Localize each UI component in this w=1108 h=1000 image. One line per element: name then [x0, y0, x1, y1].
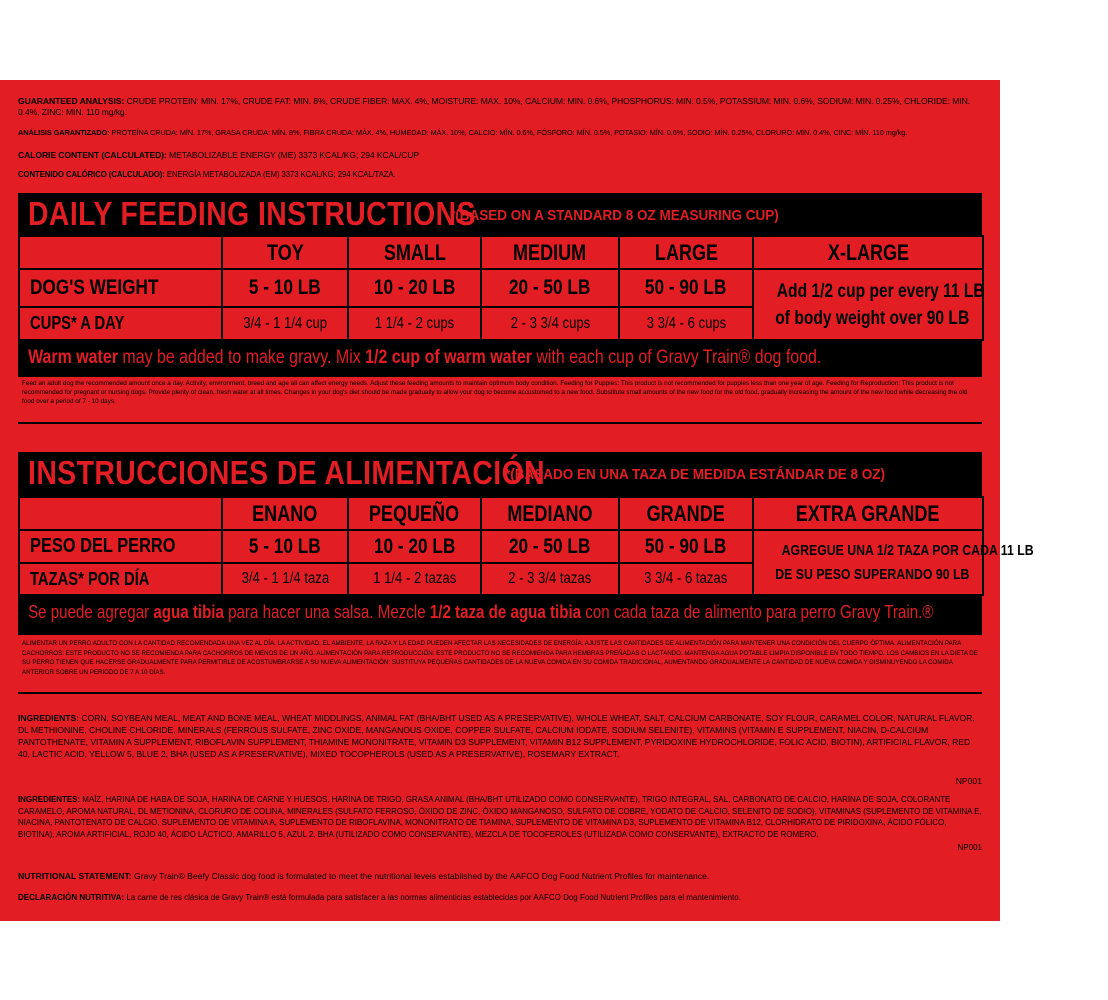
feeding-en-title: DAILY FEEDING INSTRUCTIONS	[28, 195, 476, 232]
feeding-instructions-es	[18, 452, 1034, 694]
peso-enano: 5 - 10 LB	[222, 530, 348, 563]
weight-large: 50 - 90 LB	[619, 269, 753, 307]
statement-en-text: Gravy Train® Beefy Classic dog food is formulated to meet the nutritional levels established by the AAFCO Dog Food Nutrient Profiles for maintenance.	[134, 871, 710, 881]
ingredients-es	[18, 794, 982, 840]
size-pequeno: PEQUEÑO	[348, 497, 481, 530]
nutritional-statement-en	[18, 871, 982, 882]
statement-es-label: DECLARACIÓN NUTRITIVA:	[18, 893, 125, 902]
warm-water-es: Se puede agregar agua tibia para hacer una salsa. Mezcle 1/2 taza de agua tibia con cada taza de alimento para perro Gravy Train.®	[28, 602, 934, 622]
weight-row-es	[19, 530, 983, 563]
peso-label: PESO DEL PERRO	[19, 530, 222, 563]
cups-label: CUPS* A DAY	[19, 307, 222, 340]
size-medium: MEDIUM	[481, 236, 619, 269]
peso-grande: 50 - 90 LB	[619, 530, 753, 563]
corner-cell	[19, 236, 222, 269]
feeding-es-fine-print: ALIMENTAR UN PERRO ADULTO CON LA CANTIDAD RECOMENDADA UNA VEZ AL DÍA. LA ACTIVIDAD, EL AMBIENTE, LA RAZA Y LA EDAD PUEDEN AFECTAR LAS NECESIDADES DE ENERGÍA. AJUSTE LAS CANTIDADES DE ALIMENTACIÓN PARA MANTENER UNA CONDICIÓN DEL CUERPO ÓPTIMA. ALIMENTACIÓN PARA CACHORROS: ESTE PRODUCTO NO SE RECOMIENDA PARA CACHORROS DE MENOS DE UN AÑO. ALIMENTACIÓN PARA REPRODUCCIÓN: ESTE PRODUCTO NO SE RECOMIENDA PARA HEMBRAS PREÑADAS O LACTANDO. MANTENGA AGUA POTABLE LIMPIA DISPONIBLE EN TODO TIEMPO. LOS CAMBIOS EN LA DIETA DE SU PERRO TIENEN QUE HACERSE GRADUALMENTE PARA PERMITIRLE DE ACOSTUMBRARSE A SU NUEVA ALIMENTACIÓN: SUSTITUYA PEQUEÑAS CANTIDADES DE LA NUEVA COMIDA EN SU COMIDA TRADICIONAL, AUMENTANDO GRADUALMENTE LA CANTIDAD DE NUEVA COMIDA Y DISMINUYENDO LA COMIDA ANTERIOR SOBRE UN PERIODO DE 7 A 10 DÍAS.	[18, 635, 982, 692]
ingredients-en	[18, 712, 982, 760]
feeding-es-subtitle: *(BASADO EN UNA TAZA DE MEDIDA ESTÁNDAR DE 8 OZ)	[505, 466, 886, 483]
calorie-content-es	[18, 169, 396, 180]
analysis-en-label: GUARANTEED ANALYSIS:	[18, 96, 125, 106]
warm-water-en: Warm water may be added to make gravy. Mix 1/2 cup of warm water with each cup of Gravy Train® dog food.	[28, 347, 822, 368]
xlarge-note-line-2: of body weight over 90 LB	[775, 307, 970, 329]
cups-small: 1 1/4 - 2 cups	[348, 307, 481, 340]
guaranteed-analysis-es	[18, 127, 982, 138]
ingredients-en-text: CORN, SOYBEAN MEAL, MEAT AND BONE MEAL, WHEAT MIDDLINGS, ANIMAL FAT (BHA/BHT USED AS A PRESERVATIVE), WHOLE WHEAT, SALT, CALCIUM CARBONATE, SOY FLOUR, CARAMEL COLOR, NATURAL FLAVOR, DL METHIONINE, CHOLINE CHLORIDE, MINERALS (FERROUS SULFATE, ZINC OXIDE, MANGANOUS OXIDE, COPPER SULFATE, CALCIUM IODATE, SODIUM SELENITE), VITAMINS (VITAMIN E SUPPLEMENT, NIACIN, D-CALCIUM PANTOTHENATE, VITAMIN A SUPPLEMENT, RIBOFLAVIN SUPPLEMENT, THIAMINE MONONITRATE, VITAMIN D3 SUPPLEMENT, VITAMIN B12 SUPPLEMENT, PYRIDOXINE HYDROCHLORIDE, FOLIC ACID, BIOTIN), ARTIFICIAL FLAVOR, RED 40, LACTIC ACID, YELLOW 5, BLUE 2, BHA (USED AS A PRESERVATIVE), MIXED TOCOPHEROLS (USED AS A PRESERVATIVE), ROSEMARY EXTRACT.	[18, 713, 975, 759]
cups-large: 3 3/4 - 6 cups	[619, 307, 753, 340]
analysis-es-label: ANÁLISIS GARANTIZADO:	[18, 128, 110, 137]
weight-toy: 5 - 10 LB	[222, 269, 348, 307]
tazas-grande: 3 3/4 - 6 tazas	[619, 563, 753, 595]
statement-en-label: NUTRITIONAL STATEMENT:	[18, 871, 132, 881]
analysis-es-text: PROTEÍNA CRUDA: MÍN. 17%, GRASA CRUDA: MÍN. 8%, FIBRA CRUDA: MÁX. 4%, HUMEDAD: MÁX. 10%, CALCIO: MÍN. 0.6%, FÓSFORO: MÍN. 0.5%, POTASIO: MÍN. 0.6%, SODIO: MÍN. 0.25%, CLORURO: MÍN. 0.4%, CINC: MÍN. 110 mg/kg.	[111, 128, 908, 137]
size-row-es	[19, 497, 983, 530]
ingredients-es-label: INGREDIENTES:	[18, 795, 81, 804]
extra-grande-note	[753, 530, 1034, 595]
size-mediano: MEDIANO	[481, 497, 619, 530]
dog-weight-label: DOG'S WEIGHT	[19, 269, 222, 307]
weight-small: 10 - 20 LB	[348, 269, 481, 307]
size-enano: ENANO	[222, 497, 348, 530]
peso-pequeno: 10 - 20 LB	[348, 530, 481, 563]
cups-medium: 2 - 3 3/4 cups	[481, 307, 619, 340]
cups-toy: 3/4 - 1 1/4 cup	[222, 307, 348, 340]
feeding-en-fine-print: Feed an adult dog the recommended amount once a day. Activity, environment, breed and age all can affect energy needs. Adjust these feeding amounts to maintain optimum body condition. Feeding for Puppies: This product is not recommended for puppies less than one year of age. Feeding for Reproduction: This product is not recommended for pregnant or nursing dogs. Provide plenty of clean, fresh water at all times. Changes in your dog's diet should be made gradually to allow your dog to become accustomed to a new food. Substitute small amounts of the new food for the old food, gradually increasing the amount of the new food while decreasing the old food over a period of 7 - 10 days.	[18, 377, 982, 422]
statement-es-text: La carne de res clásica de Gravy Train® está formulada para satisfacer a las normas alimenticias establecidas por AAFCO Dog Food Nutrient Profiles para el mantenimiento.	[126, 893, 741, 902]
extra-grande-note-line-2: DE SU PESO SUPERANDO 90 LB	[775, 565, 970, 583]
ingredients-en-label: INGREDIENTS:	[18, 713, 79, 723]
ingredients-es-text: MAÍZ, HARINA DE HABA DE SOJA, HARINA DE CARNE Y HUESOS, HARINA DE TRIGO, GRASA ANIMAL (BHA/BHT UTILIZADO COMO CONSERVANTE), TRIGO INTEGRAL, SAL, CARBONATO DE CALCIO, HARINA DE SOJA, COLORANTE CARAMELO, AROMA NATURAL, DL METIONINA, CLORURO DE COLINA, MINERALES (SULFATO FERROSO, ÓXIDO DE ZINC, ÓXIDO MANGANOSO, SULFATO DE COBRE, YODATO DE CALCIO, SELENITO DE SODIO), VITAMINAS (SUPLEMENTO DE VITAMINA E, NIACINA, PANTOTENATO DE CALCIO, SUPLEMENTO DE VITAMINA A, SUPLEMENTO DE RIBOFLAVINA, MONONITRATO DE TIAMINA, SUPLEMENTO DE VITAMINA D3, SUPLEMENTO DE VITAMINA B12, CLORHIDRATO DE PIRIDOXINA, ÁCIDO FÓLICO, BIOTINA), AROMA ARTIFICIAL, ROJO 40, ÁCIDO LÁCTICO, AMARILLO 5, AZUL 2, BHA (UTILIZADO COMO CONSERVANTE), MEZCLA DE TOCOFEROLES (UTILIZADA COMO CONSERVANTE), EXTRACTO DE ROMERO.	[18, 795, 982, 839]
extra-grande-note-line-1: AGREGUE UNA 1/2 TAZA POR CADA 11 LB	[781, 541, 1034, 559]
calorie-content-en	[18, 150, 419, 161]
weight-row	[19, 269, 983, 307]
feeding-en-header	[18, 193, 982, 233]
ingredients-es-code: NP001	[957, 843, 982, 852]
calorie-es-text: ENERGÍA METABOLIZADA (EM) 3373 KCAL/KG; 294 KCAL/TAZA.	[166, 170, 396, 179]
xlarge-note-line-1: Add 1/2 cup per every 11 LB	[776, 280, 985, 302]
weight-medium: 20 - 50 LB	[481, 269, 619, 307]
calorie-es-label: CONTENIDO CALÓRICO (CALCULADO):	[18, 170, 165, 179]
size-small: SMALL	[348, 236, 481, 269]
guaranteed-analysis-en	[18, 96, 982, 118]
feeding-instructions-en	[18, 193, 985, 424]
feeding-es-header	[18, 452, 982, 492]
feeding-en-subtitle: *(BASED ON A STANDARD 8 OZ MEASURING CUP)	[450, 207, 779, 224]
calorie-en-text: METABOLIZABLE ENERGY (ME) 3373 KCAL/KG; 294 KCAL/CUP	[169, 150, 420, 160]
feeding-en-table	[18, 235, 984, 341]
corner-cell-es	[19, 497, 222, 530]
tazas-enano: 3/4 - 1 1/4 taza	[222, 563, 348, 595]
tazas-label: TAZAS* POR DÍA	[19, 563, 222, 595]
size-row	[19, 236, 983, 269]
analysis-en-text: CRUDE PROTEIN: MIN. 17%, CRUDE FAT: MIN. 8%, CRUDE FIBER: MAX. 4%, MOISTURE: MAX. 10%, CALCIUM: MIN. 0.6%, PHOSPHORUS: MIN. 0.5%, POTASSIUM: MIN. 0.6%, SODIUM: MIN. 0.25%, CHLORIDE: MIN. 0.4%, ZINC: MIN. 110 mg/kg.	[18, 96, 970, 117]
size-large: LARGE	[619, 236, 753, 269]
feeding-es-title: INSTRUCCIONES DE ALIMENTACIÓN	[28, 454, 546, 491]
ingredients-en-code: NP001	[955, 776, 982, 786]
peso-mediano: 20 - 50 LB	[481, 530, 619, 563]
feeding-es-table	[18, 496, 1034, 596]
tazas-mediano: 2 - 3 3/4 tazas	[481, 563, 619, 595]
nutritional-statement-es	[18, 892, 982, 903]
xlarge-note	[753, 269, 983, 340]
tazas-pequeno: 1 1/4 - 2 tazas	[348, 563, 481, 595]
calorie-en-label: CALORIE CONTENT (CALCULATED):	[18, 150, 167, 160]
size-toy: TOY	[222, 236, 348, 269]
size-extra-grande: EXTRA GRANDE	[753, 497, 983, 530]
size-grande: GRANDE	[619, 497, 753, 530]
size-xlarge: X-LARGE	[753, 236, 983, 269]
